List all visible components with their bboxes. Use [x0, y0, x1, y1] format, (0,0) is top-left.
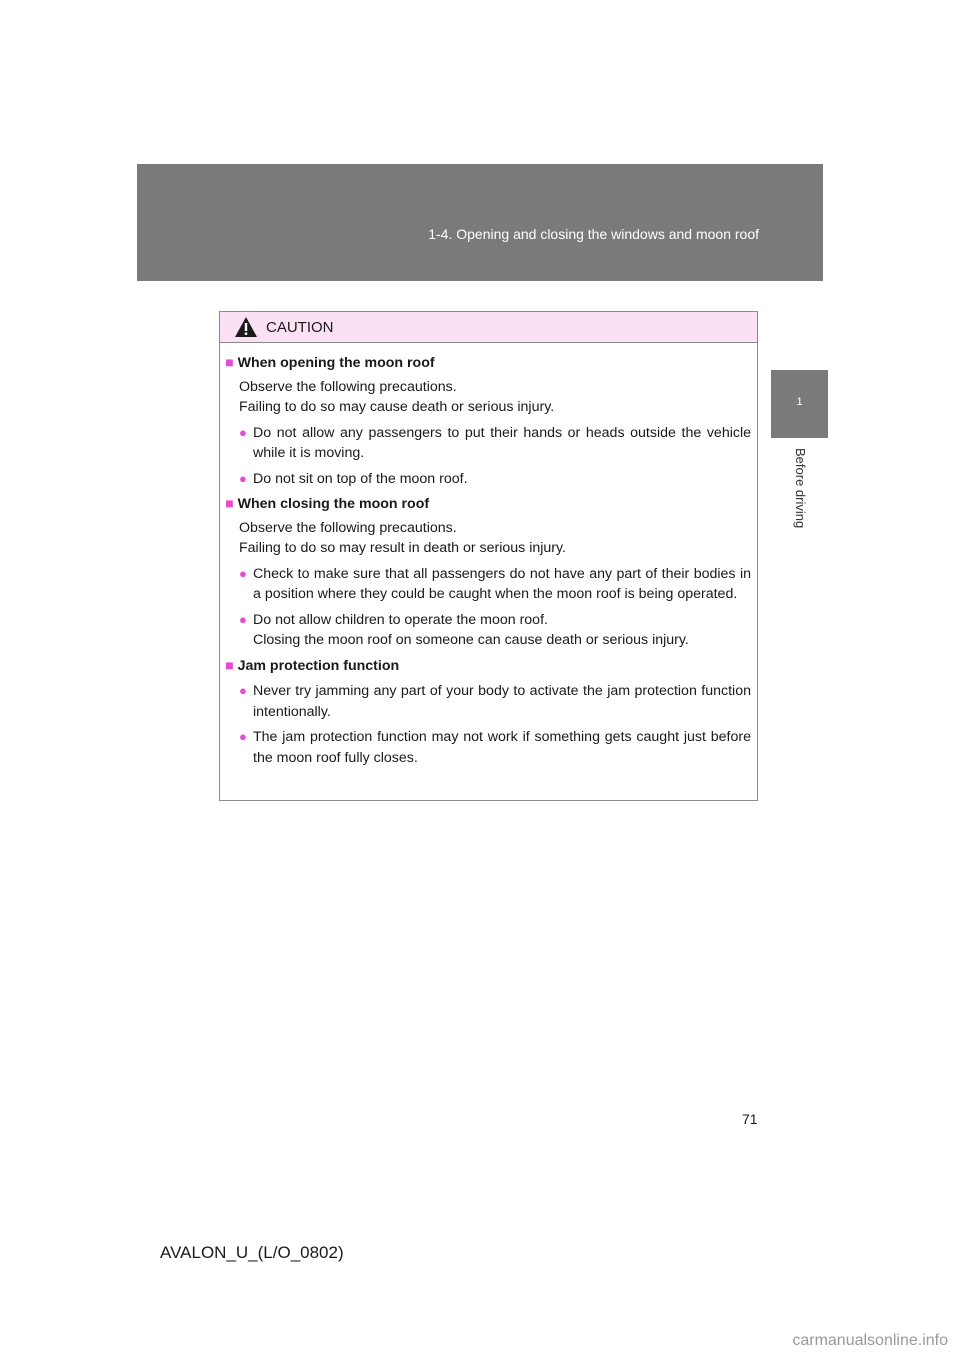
- caution-section: [225, 494, 752, 651]
- square-bullet-icon: ■: [225, 355, 234, 371]
- bullet-text: Do not allow any passengers to put their hands or heads outside the vehicle while it is moving.: [253, 424, 751, 461]
- chapter-number: 1: [796, 396, 803, 408]
- round-bullet-icon: ●: [239, 565, 247, 581]
- warning-triangle-icon: [234, 316, 258, 338]
- section-intro: [225, 377, 752, 418]
- bullet-item: [225, 469, 752, 490]
- caution-section: [225, 353, 752, 489]
- intro-line: Failing to do so may result in death or serious injury.: [239, 540, 566, 556]
- section-heading-text: Jam protection function: [237, 657, 400, 674]
- square-bullet-icon: ■: [225, 657, 234, 674]
- bullet-item: [225, 610, 752, 651]
- round-bullet-icon: ●: [239, 683, 247, 698]
- round-bullet-icon: ●: [239, 470, 247, 486]
- header-band: [137, 164, 823, 281]
- section-title: 1-4. Opening and closing the windows and moon roof: [428, 226, 759, 242]
- intro-line: Observe the following precautions.: [239, 378, 457, 395]
- bullet-text: Never try jamming any part of your body to activate the jam protection function intentionally.: [253, 683, 751, 720]
- section-heading: [225, 494, 752, 515]
- bullet-item: [225, 681, 752, 722]
- round-bullet-icon: ●: [239, 424, 247, 440]
- watermark: carmanualsonline.info: [792, 1332, 948, 1349]
- bullet-text: Do not allow children to operate the moon roof. Closing the moon roof on someone can cause death or serious injury.: [253, 611, 689, 648]
- chapter-label: Before driving: [793, 448, 808, 529]
- round-bullet-icon: ●: [239, 729, 247, 744]
- bullet-item: [225, 423, 752, 464]
- caution-box: [219, 311, 758, 801]
- caution-header: [220, 312, 757, 343]
- square-bullet-icon: ■: [225, 496, 234, 512]
- bullet-item: [225, 564, 752, 605]
- section-heading: [225, 656, 752, 677]
- caution-section: [225, 656, 752, 769]
- document-code: AVALON_U_(L/O_0802): [160, 1243, 344, 1262]
- bullet-text: Do not sit on top of the moon roof.: [253, 470, 468, 487]
- intro-line: Observe the following precautions.: [239, 519, 457, 536]
- section-heading-text: When closing the moon roof: [237, 496, 430, 512]
- page-number: 71: [742, 1111, 758, 1127]
- caution-title: CAUTION: [266, 318, 334, 336]
- section-heading: [225, 353, 752, 374]
- caution-body: [220, 343, 757, 768]
- intro-line: Failing to do so may cause death or serious injury.: [239, 399, 555, 415]
- bullet-text: Check to make sure that all passengers do not have any part of their bodies in a position where they could be caught when the moon roof is being operated.: [253, 565, 751, 602]
- section-heading-text: When opening the moon roof: [237, 355, 435, 371]
- bullet-item: [225, 727, 752, 768]
- bullet-text: The jam protection function may not work if something gets caught just before the moon roof fully closes.: [253, 729, 751, 766]
- chapter-tab[interactable]: [771, 370, 828, 438]
- section-intro: [225, 518, 752, 559]
- round-bullet-icon: ●: [239, 611, 247, 627]
